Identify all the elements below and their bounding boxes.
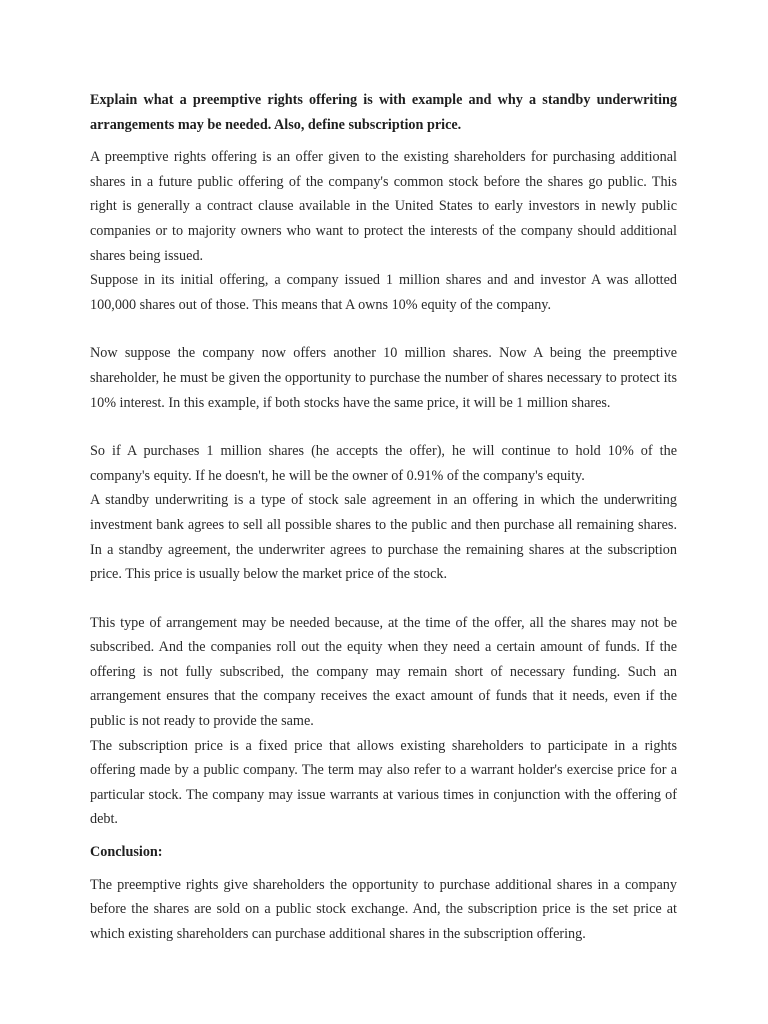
paragraph-standby-underwriting: A standby underwriting is a type of stock sale agreement in an offering in which the underwriting investment bank agrees to sell all possible shares to the public and then purchase all remaining shares. In a standby agreement, the underwriter agrees to purchase the remaining shares at the subscription price. This price is usually below the market price of the stock. — [90, 492, 677, 583]
paragraph-subscription-price: The subscription price is a fixed price that allows existing shareholders to participate in a rights offering made by a public company. The term may also refer to a warrant holder's exercise price for a particular stock. The company may issue warrants at various times in conjunction with the offering of debt. — [90, 737, 677, 828]
conclusion-heading: Conclusion: — [90, 844, 163, 861]
question-heading: Explain what a preemptive rights offering is with example and why a standby underwriting arrangements may be needed. Also, define subscription price. — [90, 92, 677, 133]
conclusion-paragraph: The preemptive rights give shareholders the opportunity to purchase additional shares in a company before the shares are sold on a public stock exchange. And, the subscription price is the set price at which existing shareholders can purchase additional shares in the subscription offering. — [90, 876, 677, 942]
paragraph-purchase-outcome: So if A purchases 1 million shares (he accepts the offer), he will continue to hold 10% of the company's equity. If he doesn't, he will be the owner of 0.91% of the company's equity. — [90, 443, 677, 484]
paragraph-preemptive-definition: A preemptive rights offering is an offer given to the existing shareholders for purchasing additional shares in a future public offering of the company's common stock before the shares go public. This right is generally a contract clause available in the United States to early investors in newly public companies or to majority owners who want to protect the interests of the company should additional shares being issued. — [90, 149, 677, 264]
paragraph-initial-offering-example: Suppose in its initial offering, a company issued 1 million shares and and investor A was allotted 100,000 shares out of those. This means that A owns 10% equity of the company. — [90, 272, 677, 313]
paragraph-second-offering-example: Now suppose the company now offers another 10 million shares. Now A being the preemptive shareholder, he must be given the opportunity to purchase the number of shares necessary to protect its 10% interest. In this example, if both stocks have the same price, it will be 1 million shares. — [90, 345, 677, 411]
paragraph-arrangement-need: This type of arrangement may be needed because, at the time of the offer, all the shares may not be subscribed. And the companies roll out the equity when they need a certain amount of funds. If the offering is not fully subscribed, the company may remain short of necessary funding. Such an arrangement ensures that the company receives the exact amount of funds that it needs, even if the public is not ready to provide the same. — [90, 614, 677, 730]
document-page — [90, 88, 677, 946]
